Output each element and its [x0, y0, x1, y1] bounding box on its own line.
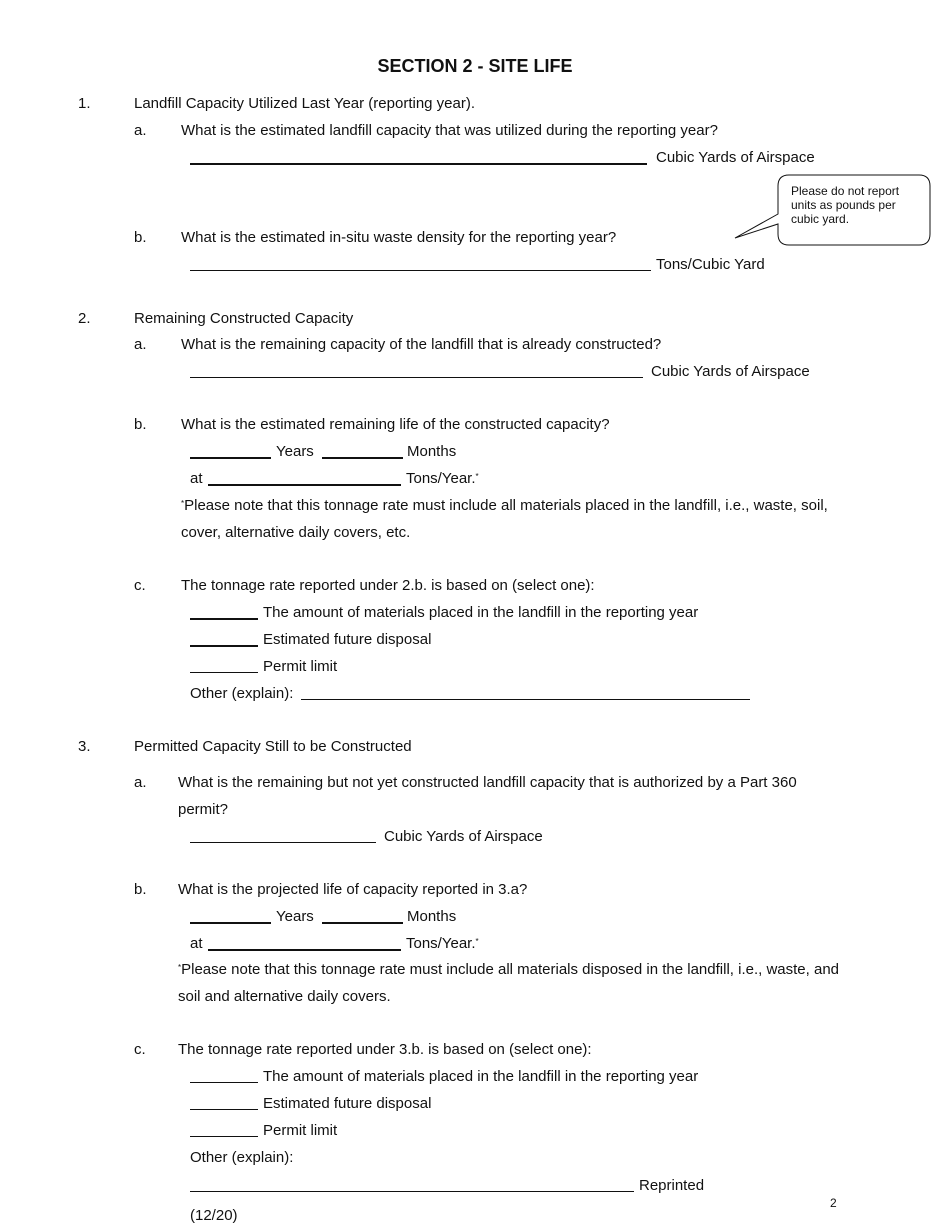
q1-title: Landfill Capacity Utilized Last Year (reporting year).	[134, 95, 476, 112]
q2b-note-line1	[181, 497, 828, 515]
q1-number: 1.	[78, 95, 91, 112]
q3c-option-2-label: Estimated future disposal	[263, 1095, 432, 1112]
q2b-note-asterisk: *	[181, 499, 185, 508]
q2c-other-field[interactable]	[301, 699, 750, 700]
q3b-rate-text: Tons/Year.	[406, 935, 476, 952]
q1a-answer-field[interactable]	[190, 163, 647, 165]
q2b-months-field[interactable]	[322, 457, 403, 459]
q2b-rate-asterisk: *	[475, 472, 479, 481]
q1a-unit: Cubic Yards of Airspace	[656, 149, 815, 166]
q2-title: Remaining Constructed Capacity	[134, 310, 354, 327]
q2a-question: What is the remaining capacity of the landfill that is already constructed?	[181, 336, 662, 353]
revision-date: (12/20)	[190, 1207, 238, 1224]
q2b-note-line2: cover, alternative daily covers, etc.	[181, 524, 411, 541]
q3b-note-line2: soil and alternative daily covers.	[178, 988, 391, 1005]
q1b-answer-field[interactable]	[190, 270, 651, 271]
q2b-letter: b.	[134, 416, 147, 433]
q1a-question: What is the estimated landfill capacity that was utilized during the reporting year?	[181, 122, 718, 139]
q2c-option-2-label: Estimated future disposal	[263, 631, 432, 648]
q3c-option-1-field[interactable]	[190, 1082, 258, 1083]
q2b-question: What is the estimated remaining life of the constructed capacity?	[181, 416, 610, 433]
q2b-years-label: Years	[276, 443, 314, 460]
q2b-years-field[interactable]	[190, 457, 271, 459]
q1b-unit: Tons/Cubic Yard	[656, 256, 765, 273]
q2b-rate-label	[406, 470, 479, 488]
q3b-years-field[interactable]	[190, 922, 271, 924]
q3c-other-label: Other (explain):	[190, 1149, 294, 1166]
q2c-option-1-label: The amount of materials placed in the landfill in the reporting year	[263, 604, 699, 621]
callout-text: Please do not report units as pounds per cubic yard.	[791, 184, 900, 226]
q2c-question: The tonnage rate reported under 2.b. is based on (select one):	[181, 577, 595, 594]
q3c-letter: c.	[134, 1041, 146, 1058]
reprinted-label: Reprinted	[639, 1177, 705, 1194]
q3c-option-3-field[interactable]	[190, 1136, 258, 1137]
q3b-note-asterisk: *	[178, 963, 182, 972]
q2c-letter: c.	[134, 577, 146, 594]
q2a-unit: Cubic Yards of Airspace	[651, 363, 810, 380]
q3a-unit: Cubic Yards of Airspace	[384, 828, 543, 845]
q3b-months-field[interactable]	[322, 922, 403, 924]
page-number: 2	[830, 1196, 837, 1210]
q1b-letter: b.	[134, 229, 147, 246]
q3-number: 3.	[78, 738, 91, 755]
q3b-note-line1	[178, 961, 839, 979]
q2b-rate-text: Tons/Year.	[406, 470, 476, 487]
q3b-years-label: Years	[276, 908, 314, 925]
q3b-question: What is the projected life of capacity reported in 3.a?	[178, 881, 528, 898]
q3a-question-line2: permit?	[178, 801, 229, 818]
q3a-question-line1: What is the remaining but not yet constructed landfill capacity that is authorized by a Part 360	[178, 774, 797, 791]
q3b-rate-label	[406, 935, 479, 953]
q2c-other-label: Other (explain):	[190, 685, 294, 702]
q3c-question: The tonnage rate reported under 3.b. is based on (select one):	[178, 1041, 592, 1058]
q3b-rate-asterisk: *	[475, 937, 479, 946]
q3b-letter: b.	[134, 881, 147, 898]
q3c-other-field[interactable]	[190, 1191, 634, 1192]
q3b-months-label: Months	[407, 908, 457, 925]
q3b-note-text: Please note that this tonnage rate must include all materials disposed in the landfill, i.e., waste, and	[181, 961, 840, 978]
q3c-option-1-label: The amount of materials placed in the landfill in the reporting year	[263, 1068, 699, 1085]
q3b-rate-field[interactable]	[208, 949, 401, 951]
q3c-option-3-label: Permit limit	[263, 1122, 338, 1139]
q2-number: 2.	[78, 310, 91, 327]
q3a-answer-field[interactable]	[190, 842, 376, 843]
q2c-option-1-field[interactable]	[190, 618, 258, 620]
q2a-letter: a.	[134, 336, 147, 353]
q2c-option-2-field[interactable]	[190, 645, 258, 647]
q1a-letter: a.	[134, 122, 147, 139]
q2a-answer-field[interactable]	[190, 377, 643, 378]
q2c-option-3-label: Permit limit	[263, 658, 338, 675]
q3a-letter: a.	[134, 774, 147, 791]
q3c-option-2-field[interactable]	[190, 1109, 258, 1110]
q3-title: Permitted Capacity Still to be Constructed	[134, 738, 412, 755]
q2b-months-label: Months	[407, 443, 457, 460]
q1b-question: What is the estimated in-situ waste density for the reporting year?	[181, 229, 617, 246]
q2b-at-label: at	[190, 470, 203, 487]
page-title: SECTION 2 - SITE LIFE	[377, 56, 573, 76]
q3b-at-label: at	[190, 935, 203, 952]
q2b-note-text: Please note that this tonnage rate must include all materials placed in the landfill, i.e., waste, soil,	[184, 497, 828, 514]
q2b-rate-field[interactable]	[208, 484, 401, 486]
q2c-option-3-field[interactable]	[190, 672, 258, 673]
